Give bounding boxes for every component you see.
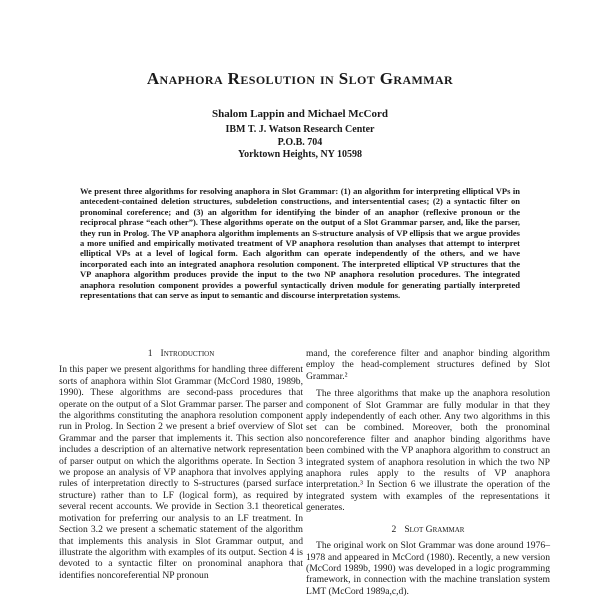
section-title: Introduction <box>160 348 215 359</box>
section-number: 1 <box>147 348 153 359</box>
section-heading <box>59 348 303 359</box>
affiliation-line: P.O.B. 704 <box>277 136 323 148</box>
right-column <box>306 348 550 597</box>
affiliation-line: IBM T. J. Watson Research Center <box>225 124 375 135</box>
section-heading <box>306 524 550 535</box>
body-paragraph: The original work on Slot Grammar was done around 1976–1978 and appeared in McCord (1980). Recently, a new version (McCord 1989b, 1990) was developed in a logic programming framework, in connection with the machine translation system LMT (McCord 1989a,c,d). <box>306 540 550 597</box>
affiliation-line: Yorktown Heights, NY 10598 <box>237 149 363 160</box>
paper-title: Anaphora Resolution in Slot Grammar <box>146 69 454 88</box>
abstract: We present three algorithms for resolving anaphora in Slot Grammar: (1) an algorithm for interpreting elliptical VPs in antecedent-contained deletion structures, subdeletion constructions, and intersentential cases; (2) a syntactic filter on pronominal coreference; and (3) an algorithm for identifying the binder of an anaphor (reflexive pronoun or the reciprocal phrase “each other”). These algorithms operate on the output of a Slot Grammar parser, and, like the parser, they run in Prolog. The VP anaphora algorithm implements an S-structure analysis of VP ellipsis that we argue provides a more unified and empirically motivated treatment of VP anaphora resolution than analyses that attempt to interpret elliptical VPs at a level of logical form. Each algorithm can operate independently of the others, and we have incorporated each into an integrated anaphora resolution component. The interpreted elliptical VP structures that the VP anaphora algorithm produces provide the input to the two NP anaphora resolution procedures. The integrated anaphora resolution component provides a powerful syntactically driven module for generating partially interpreted representations that can serve as input to semantic and discourse interpretation systems. <box>80 186 520 301</box>
paper-authors: Shalom Lappin and Michael McCord <box>211 108 389 120</box>
body-paragraph: The three algorithms that make up the anaphora resolution component of Slot Grammar are fully modular in that they apply independently of each other. Any two algorithms in this set can be combined. Moreover, both the pronominal noncoreference filter and anaphor binding algorithms have been combined with the VP anaphora algorithm to construct an integrated system of anaphora resolution in which the two NP anaphora rules apply to the results of VP anaphora interpretation.³ In Section 6 we illustrate the operation of the integrated system with examples of the representations it generates. <box>306 388 550 514</box>
left-column <box>59 348 303 581</box>
body-paragraph: mand, the coreference filter and anaphor binding algorithm employ the head-complement structures defined by Slot Grammar.² <box>306 348 550 382</box>
section-title: Slot Grammar <box>404 523 465 535</box>
body-paragraph: In this paper we present algorithms for handling three different sorts of anaphora within Slot Grammar (McCord 1980, 1989b, 1990). These algorithms are second-pass procedures that operate on the output of a Slot Grammar parser. The parser and the algorithms constituting the anaphora resolution component run in Prolog. In Section 2 we present a brief overview of Slot Grammar and the parser that implements it. This section also includes a description of an alternative network representation of parser output on which the algorithms operate. In Section 3 we propose an analysis of VP anaphora that involves applying rules of interpretation directly to S-structures (parsed surface structure) rather than to LF (logical form), as required by several recent accounts. We provide in Section 3.1 theoretical motivation for preferring our analysis to an LF treatment. In Section 3.2 we present a schematic statement of the algorithm that implements this analysis in Slot Grammar output, and illustrate the algorithm with examples of its output. Section 4 is devoted to a syntactic filter on pronominal anaphora that identifies noncoreferential NP pronoun <box>59 364 303 581</box>
author-affiliation <box>0 124 600 162</box>
section-number: 2 <box>391 523 397 535</box>
